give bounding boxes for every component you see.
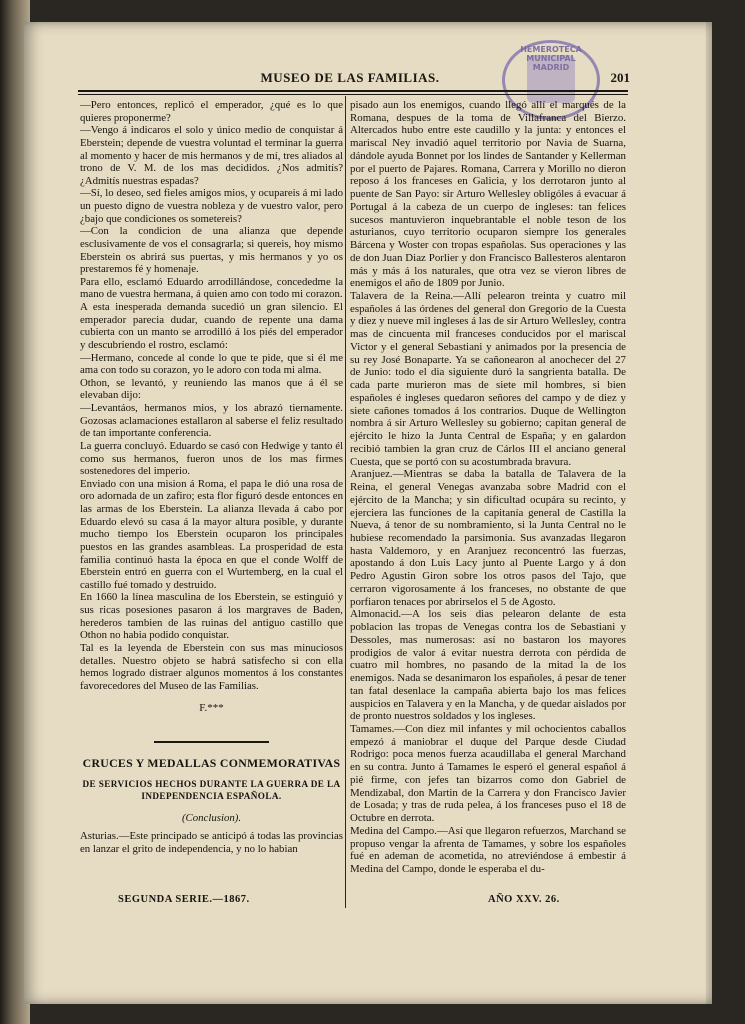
paragraph: Othon, se levantó, y reuniendo las manos que á él se elevaban dijo: [80,376,343,402]
paragraph: —Hermano, concede al conde lo que te pide, que si él me ama con todo su corazon, yo le adoro con toda mi alma. [80,351,343,377]
paragraph: —Vengo á indicaros el solo y único medio de conquistar á Eberstein; depende de vuestra voluntad el terminar la guerra al momento y hacer de mis hermanos y de mí, tres aliados al trono de V. M. de los mas decididos. ¿Nos admitís? ¿Admitís nuestras espadas? [80,124,343,187]
paragraph: A esta inesperada demanda sucedió un gran silencio. El emperador parecia dudar, cuando de repente una dama cubierta con un manto se arrodilló á los piés del emperador y descubriendo el rostro, esclamó: [80,301,343,351]
header-rule-thin [78,94,628,95]
paragraph: Para ello, esclamó Eduardo arrodillándose, concededme la mano de vuestra hermana, á quien amo con todo mi corazon. [80,275,343,301]
paragraph: —Sí, lo deseo, sed fieles amigos mios, y ocupareis á mi lado un puesto digno de vuestra nobleza y de vuestro valor, pero ¿bajo que condiciones os sometereis? [80,187,343,225]
right-column [350,99,626,876]
running-title: MUSEO DE LAS FAMILIAS. [260,70,440,85]
signature: F.*** [199,702,224,715]
section-separator [154,741,269,743]
conclusion-note: (Conclusion). [181,811,242,824]
paragraph: —Pero entonces, replicó el emperador, ¿qué es lo que quieres proponerme? [80,99,343,124]
paragraph: —Levantáos, hermanos mios, y los abrazó tiernamente. Gozosas aclamaciones estallaron al saberse el feliz resultado de tan importante conferencia. [80,402,343,440]
paragraph-almonacid: Almonacid.—A los seis dias pelearon delante de esta poblacion las tropas de Venegas contra los de Sebastiani y Dessoles, mas numerosas: así no bastaron los mayores prodigios de valor á evitar nuestra derrota con pérdida de cuatro mil hombres, no pasando de la mitad la de los enemigos. Nada se desanimaron los españoles, á pesar de tener tan fatal desenlace la campaña abierta bajo los mas felices auspicios en Talavera y en la Mancha, y de quedar aislados por de pronto nuestros soldados y los ingleses. [350,608,626,723]
paragraph: —Con la condicion de una alianza que depende esclusivamente de vos el consagrarla; si quereis, hoy mismo Eberstein os abrirá sus puertas, y mis hermanos y yo os prestaremos fé y homenaje. [80,225,343,276]
running-header [70,68,630,90]
paragraph-aranjuez: Aranjuez.—Mientras se daba la batalla de Talavera de la Reina, el general Venegas avanzaba sobre Madrid con el ejército de la Mancha; y sin dificultad ocupára su recinto, y ejerciera las funciones de la capitanía general de Castilla la Nueva, á tenor de su nombramiento, si la Junta Central no le hubiese recomendado la parsimonia. Sus avanzadas llegaron hasta Valdemoro, y en Aranjuez reconcentró las fuerzas, apostando á don Luis Lacy junto al Puente Largo y á don Pedro Agustin Giron sobre los otros pasos del Tajo, que cerraron vigorosamente á los franceses, no obstante de que porfiaron tenaces por abrirselos el 5 de Agosto. [350,468,626,608]
paragraph-medina: Medina del Campo.—Así que llegaron refuerzos, Marchand se propuso vengar la afrenta de Tamames, y sobre los españoles fué en ademan de acometida, no atreviéndose á embestir á Medina del Campo, donde le esperaba el du- [350,824,626,876]
paragraph-tamames: Tamames.—Con diez mil infantes y mil ochocientos caballos empezó á maniobrar el duque del Parque desde Ciudad Rodrigo: poca menos fuerza acaudillaba el general Marchand en su contra. Junto á Tamames le esperó el general español á pié firme, con jefes tan bizarros como don Gabriel de Mendizabal, don Martin de la Carrera y don Francisco Javier de Losada; y tras de ruda pelea, á los franceses puso el 18 de Octubre en derrota. [350,722,626,825]
section-title: CRUCES Y MEDALLAS CONMEMORATIVAS [82,756,341,770]
footer-year: AÑO XXV. 26. [488,894,560,905]
footer-series: SEGUNDA SERIE.—1867. [118,894,250,905]
paragraph: En 1660 la línea masculina de los Eberstein, se estinguió y sus ricas posesiones pasaron á los margraves de Baden, herederos tambien de las ruinas del antiguo castillo que Othon no habia podido conquistar. [80,591,343,642]
paragraph: Tal es la leyenda de Eberstein con sus mas minuciosos detalles. Nuestro objeto se habrá satisfecho si con ella hemos logrado distraer algunos momentos á los constantes favorecedores del Museo de las Familias. [80,641,343,692]
paragraph: Enviado con una mision á Roma, el papa le dió una rosa de oro adornada de un zafiro; esta flor figuró desde entonces en las armas de los Eberstein. La alianza llevada á cabo por Eduardo elevó su casa á la mayor altura posible, y durante mucho tiempo los Eberstein ocuparon los principales puestos en las grandes asambleas. La prosperidad de esta familia continuó hasta la época en que el conde Wolff de Eberstein entró en guerra con el Wurtemberg, en la cual el castillo fué tomado y destruido. [80,477,343,591]
page-edge-shade [706,22,712,1004]
header-rule-thick [78,90,628,92]
section-subtitle: DE SERVICIOS HECHOS DURANTE LA GUERRA DE LA INDEPENDENCIA ESPAÑOLA. [82,778,341,801]
paragraph: La guerra concluyó. Eduardo se casó con Hedwige y tanto él como sus hermanos, fueron unos de los mas firmes sostenedores del imperio. [80,439,343,478]
paragraph: pisado aun los enemigos, cuando llegó allí el marqués de la Romana, despues de la toma de Villafranca del Bierzo. Altercados hubo entre este caudillo y la junta: y entonces el mariscal Ney invadió aquel territorio por Navia de Suarna, dándole ayuda Bonnet por los lindes de Santander y Kellerman por el puerto de Pajares. Romana, Carrera y Morillo no dieron reposo á los franceses en Galicia, y los derrotaron junto al puente de San Payo: sir Arturo Wellesley obligóles á evacuar á Portugal á la cabeza de un cuerpo de ingleses: tan felices sucesos mantuvieron inquebrantable el noble teson de los asturianos, cuyo territorio ocuparon siempre los generales Bárcena y Woster con tropas españolas. Sus operaciones y las de don Juan Diaz Porlier y don Francisco Ballesteros alentaron más y más á los naturales, que otra vez se vieron libres de enemigos el año de 1809 por Junio. [350,99,626,290]
paragraph-talavera: Talavera de la Reina.—Allí pelearon treinta y cuatro mil españoles á las órdenes del general don Gregorio de la Cuesta y diez y nueve mil ingleses á las de sir Arturo Wellesley, contra mas de cincuenta mil franceses conducidos por el mariscal Victor y el general Sebastiani y animados por la presencia de su rey José Bonaparte. Ya se cañonearon al anochecer del 27 de Junio: todo el dia siguiente duró la sangrienta batalla. De cada parte murieron mas de siete mil hombres, si bien españoles é ingleses quedaron señores del campo y de diez y siete cañones tomados á los contrarios. Duque de Wellington nombra á sir Arturo Wellesley su gobierno; capitan general de ejército le hizo la Junta Central de España; y en galardon recibió tambien la gran cruz de Cárlos III el anciano general Cuesta, que se portó con su acostumbrada bravura. [350,290,626,468]
stamp-text: HEMEROTECA MUNICIPAL MADRID [520,45,582,72]
column-divider [345,96,346,908]
page-number: 201 [610,70,630,85]
left-column [80,99,343,856]
paragraph-asturias: Asturias.—Este principado se anticipó á todas las provincias en lanzar el grito de independencia, y no lo habian [80,830,343,855]
